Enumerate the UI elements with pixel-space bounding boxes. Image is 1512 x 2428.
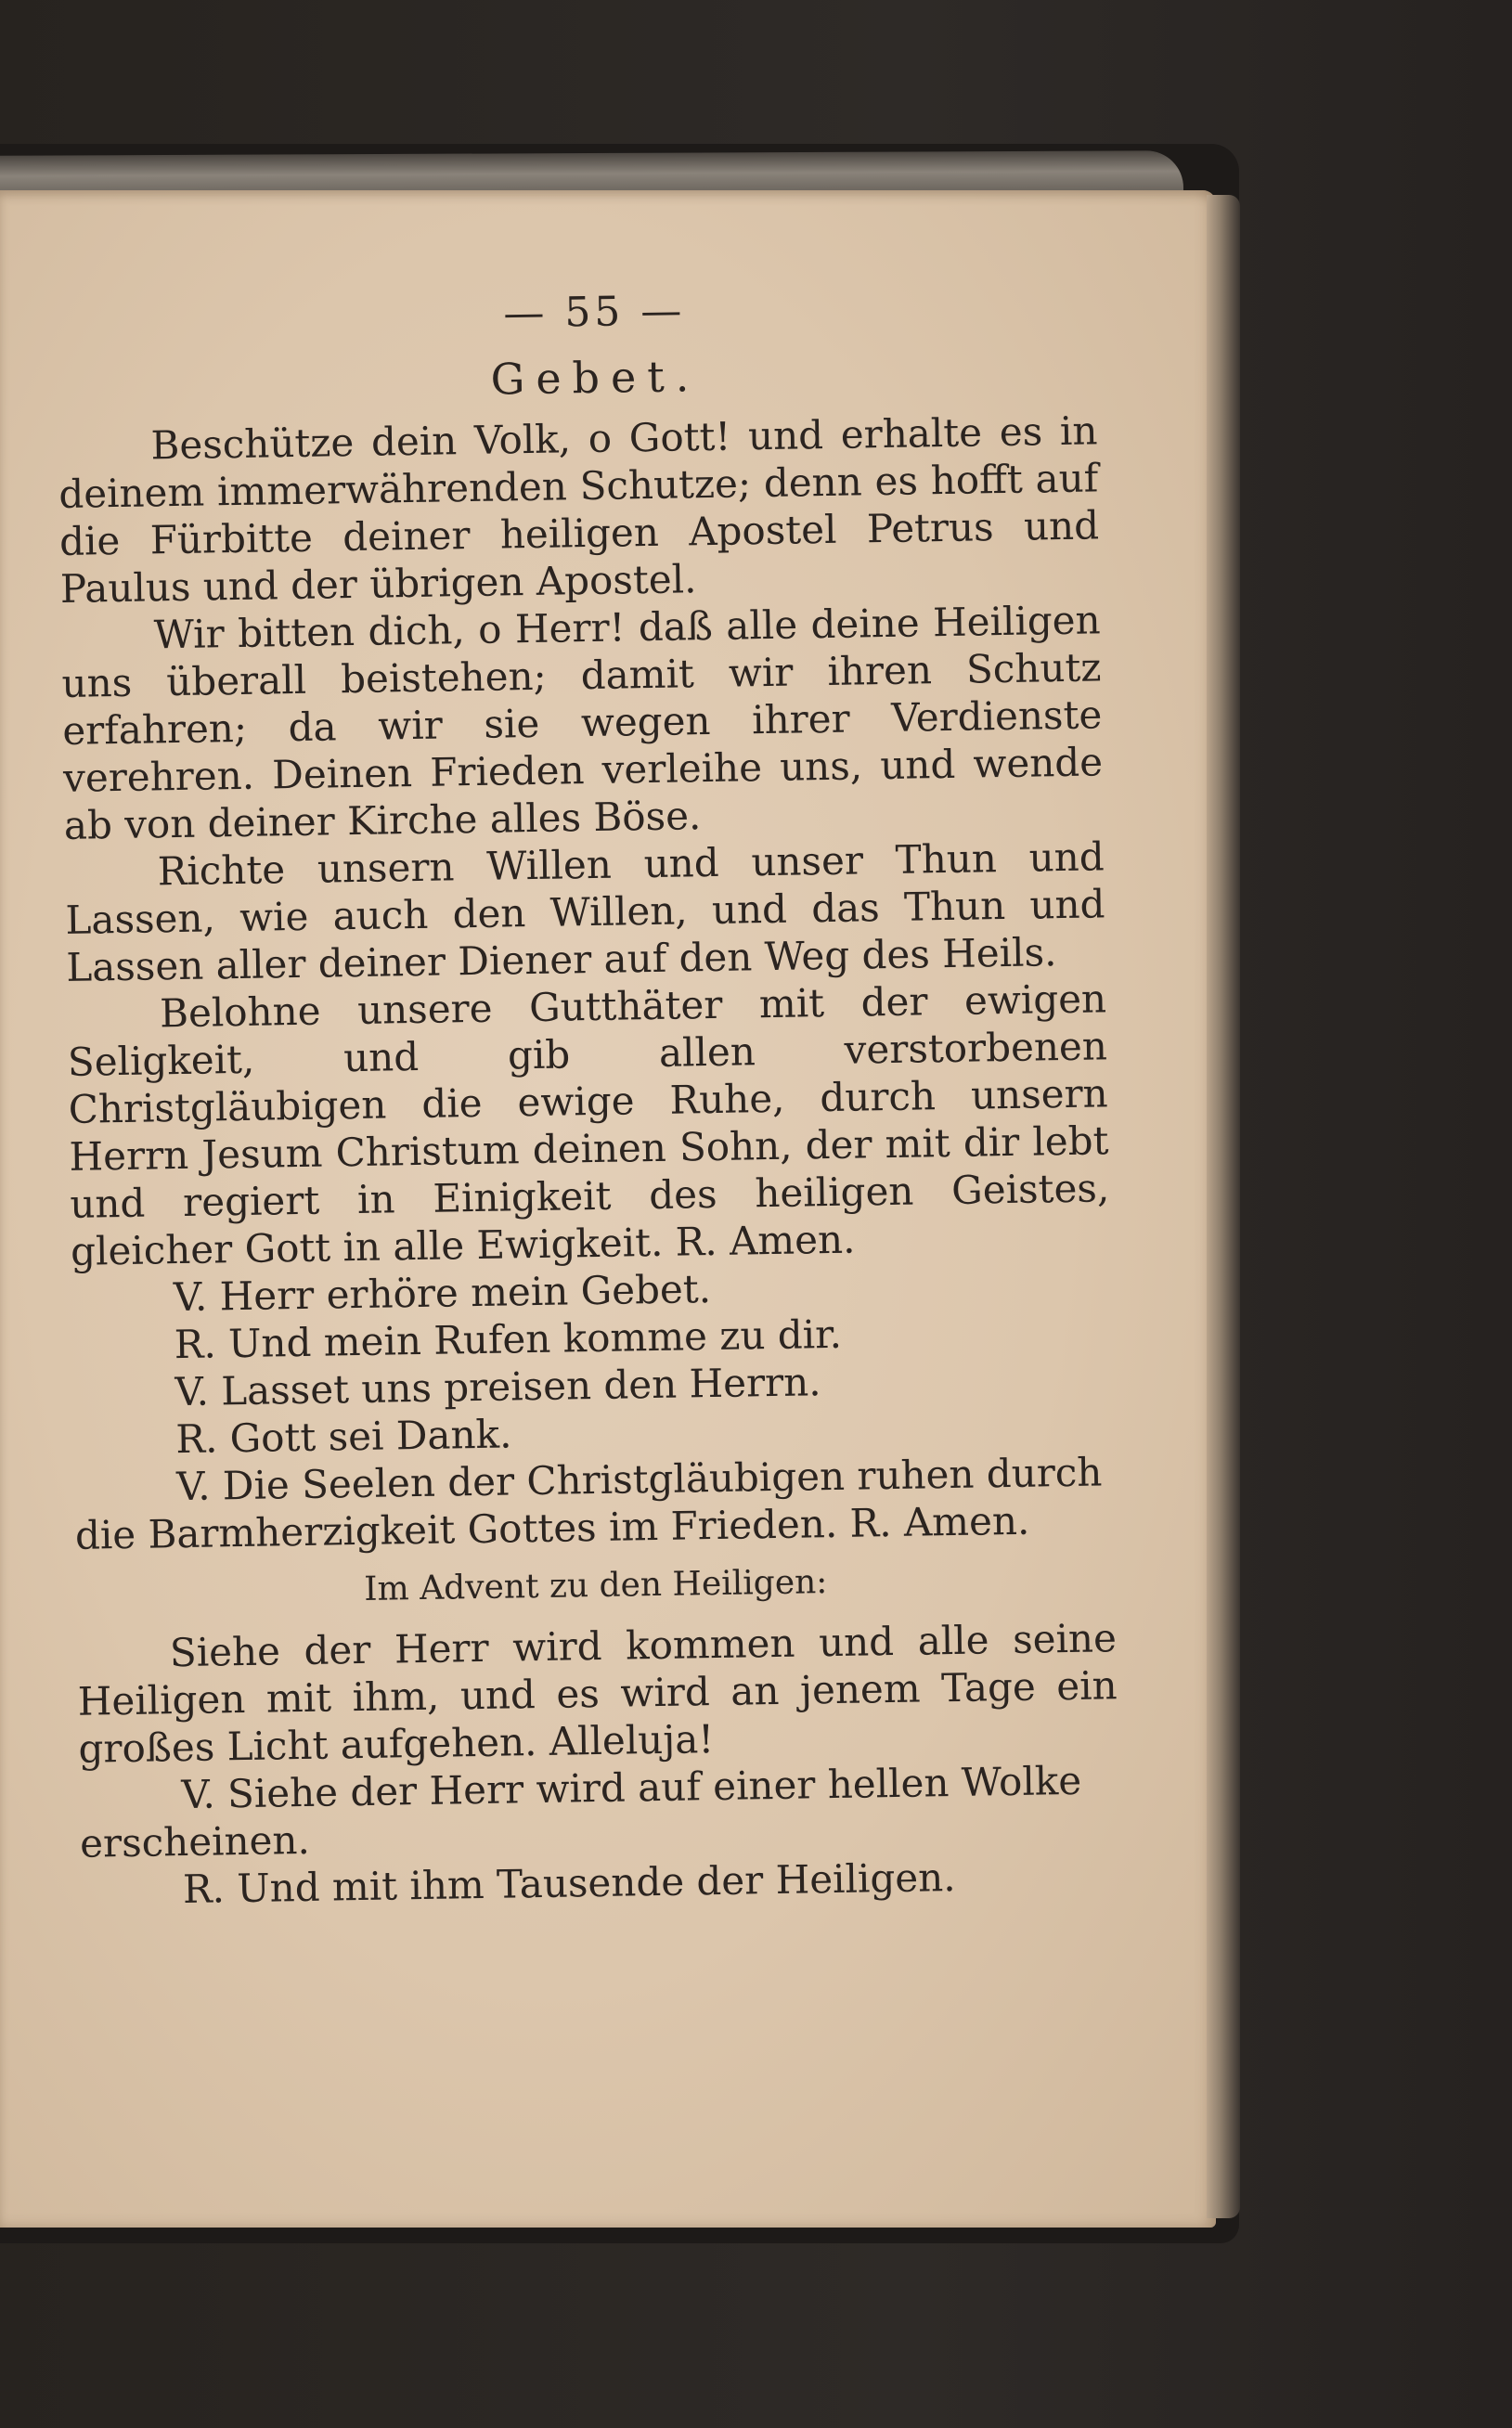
advent-response: R. Und mit ihm Tausende der Heiligen.: [182, 1853, 956, 1913]
paragraph-3: Richte unsern Willen und unser Thun und Lassen, wie auch den Willen, und das Thun und Lassen aller deiner Diener auf den Weg des Heils.: [65, 833, 1105, 990]
page-fore-edge: [1207, 195, 1240, 2218]
response-1: R. Und mein Rufen komme zu dir.: [174, 1311, 843, 1368]
versicle-3-continued: die Barmherzigkeit Gottes im Frieden. R. Amen.: [74, 1497, 1030, 1558]
paragraph-2: Wir bitten dich, o Herr! daß alle deine Heiligen uns überall beistehen; damit wir ihren Schutz erfahren; da wir sie wegen ihrer Verdienste verehren. Deinen Frieden verleihe uns, und wende ab von deiner Kirche alles Böse.: [61, 597, 1104, 848]
versicle-2: V. Lasset uns preisen den Herrn.: [174, 1359, 821, 1415]
prayer-heading: Gebet.: [490, 351, 701, 405]
advent-versicle: V. Siehe der Herr wird auf einer hellen Wolke: [180, 1757, 1082, 1818]
versicle-3: V. Die Seelen der Christgläubigen ruhen durch: [175, 1449, 1103, 1510]
advent-subheading: Im Advent zu den Heiligen:: [364, 1563, 828, 1608]
paragraph-4: Belohne unsere Gutthäter mit der ewigen Seligkeit, und gib allen verstorbenen Christgläubigen die ewige Ruhe, durch unsern Herrn Jesum Christum deinen Sohn, der mit dir lebt und regiert in Einigkeit des heiligen Geistes, gleicher Gott in alle Ewigkeit. R. Amen.: [67, 975, 1110, 1274]
advent-text: Siehe der Herr wird kommen und alle seine Heiligen mit ihm, und es wird an jenem Tage ein großes Licht aufgehen. Alleluja!: [77, 1615, 1118, 1772]
versicle-1: V. Herr erhöre mein Gebet.: [173, 1266, 712, 1321]
advent-versicle-continued: erscheinen.: [79, 1816, 311, 1866]
response-2: R. Gott sei Dank.: [174, 1411, 512, 1463]
paragraph-1: Beschütze dein Volk, o Gott! und erhalte es in deinem immerwährenden Schutze; denn es hofft auf die Fürbitte deiner heiligen Apostel Petrus und Paulus und der übrigen Apostel.: [58, 407, 1100, 612]
page-number: — 55 —: [502, 287, 686, 338]
page-text: [56, 280, 1120, 1914]
